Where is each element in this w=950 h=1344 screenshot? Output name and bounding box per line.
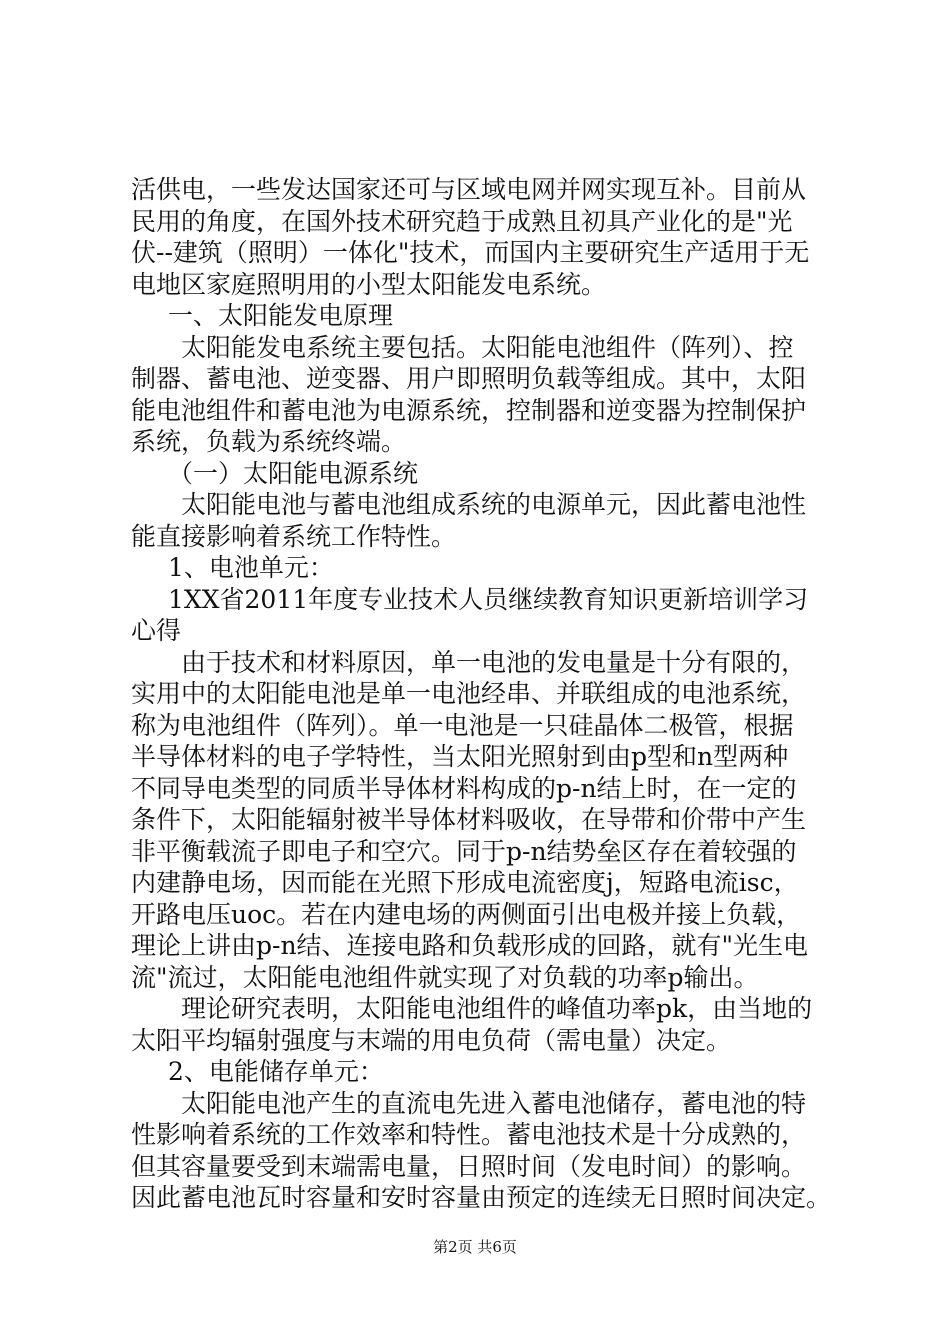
text-line: 民用的角度，在国外技术研究趋于成熟且初具产业化的是"光 — [131, 206, 793, 236]
text-line: 心得 — [131, 616, 182, 645]
text-line: 因此蓄电池瓦时容量和安时容量由预定的连续无日照时间决定。 — [131, 1183, 832, 1212]
text-line: 电地区家庭照明用的小型太阳能发电系统。 — [131, 269, 607, 299]
text-line: 但其容量要受到末端需电量，日照时间（发电时间）的影响。 — [131, 1151, 807, 1181]
subsection-heading: 2、电能储存单元： — [168, 1057, 384, 1086]
text-line: 太阳能电池与蓄电池组成系统的电源单元，因此蓄电池性 — [181, 490, 807, 519]
text-line: 制器、蓄电池、逆变器、用户即照明负载等组成。其中，太阳 — [131, 364, 807, 393]
text-line: 条件下，太阳能辐射被半导体材料吸收，在导带和价带中产生 — [131, 805, 807, 834]
text-line: 活供电，一些发达国家还可与区域电网并网实现互补。目前从 — [131, 175, 807, 204]
text-line: 性影响着系统的工作效率和特性。蓄电池技术是十分成熟的， — [131, 1120, 807, 1149]
text-line: 理论上讲由p-n结、连接电路和负载形成的回路，就有"光生电 — [131, 931, 809, 960]
text-line: 1XX省2011年度专业技术人员继续教育知识更新培训学习 — [168, 584, 809, 614]
text-line: 开路电压uoc。若在内建电场的两侧面引出电极并接上负载， — [131, 899, 802, 929]
text-line: 半导体材料的电子学特性，当太阳光照射到由p型和n型两种 — [131, 742, 789, 771]
text-line: 由于技术和材料原因，单一电池的发电量是十分有限的， — [181, 647, 807, 677]
page-number-footer: 第2页 共6页 — [433, 1238, 517, 1256]
text-line: 伏--建筑（照明）一体化"技术，而国内主要研究生产适用于无 — [131, 238, 810, 267]
text-line: 太阳平均辐射强度与末端的用电负荷（需电量）决定。 — [131, 1025, 732, 1055]
text-line: 太阳能发电系统主要包括。太阳能电池组件（阵列）、控 — [181, 332, 794, 362]
text-line: 能直接影响着系统工作特性。 — [131, 521, 457, 551]
section-heading: 一、太阳能发电原理 — [168, 301, 394, 330]
text-line: 称为电池组件（阵列）。单一电池是一只硅晶体二极管，根据 — [131, 710, 794, 740]
text-line: 实用中的太阳能电池是单一电池经串、并联组成的电池系统， — [131, 679, 807, 708]
text-line: 理论研究表明，太阳能电池组件的峰值功率pk，由当地的 — [181, 994, 813, 1023]
text-line: 非平衡载流子即电子和空穴。同于p-n结势垒区存在着较强的 — [131, 836, 797, 866]
document-body — [131, 174, 831, 1214]
text-line: 能电池组件和蓄电池为电源系统，控制器和逆变器为控制保护 — [131, 395, 807, 425]
subsection-heading: 1、电池单元： — [168, 553, 334, 582]
subsection-heading: （一）太阳能电源系统 — [168, 458, 419, 488]
text-line: 不同导电类型的同质半导体材料构成的p-n结上时，在一定的 — [131, 773, 797, 803]
text-line: 内建静电场，因而能在光照下形成电流密度j，短路电流isc， — [131, 868, 799, 897]
text-line: 流"流过，太阳能电池组件就实现了对负载的功率p输出。 — [131, 962, 759, 992]
text-line: 太阳能电池产生的直流电先进入蓄电池储存，蓄电池的特 — [181, 1088, 807, 1118]
text-line: 系统，负载为系统终端。 — [131, 427, 407, 456]
